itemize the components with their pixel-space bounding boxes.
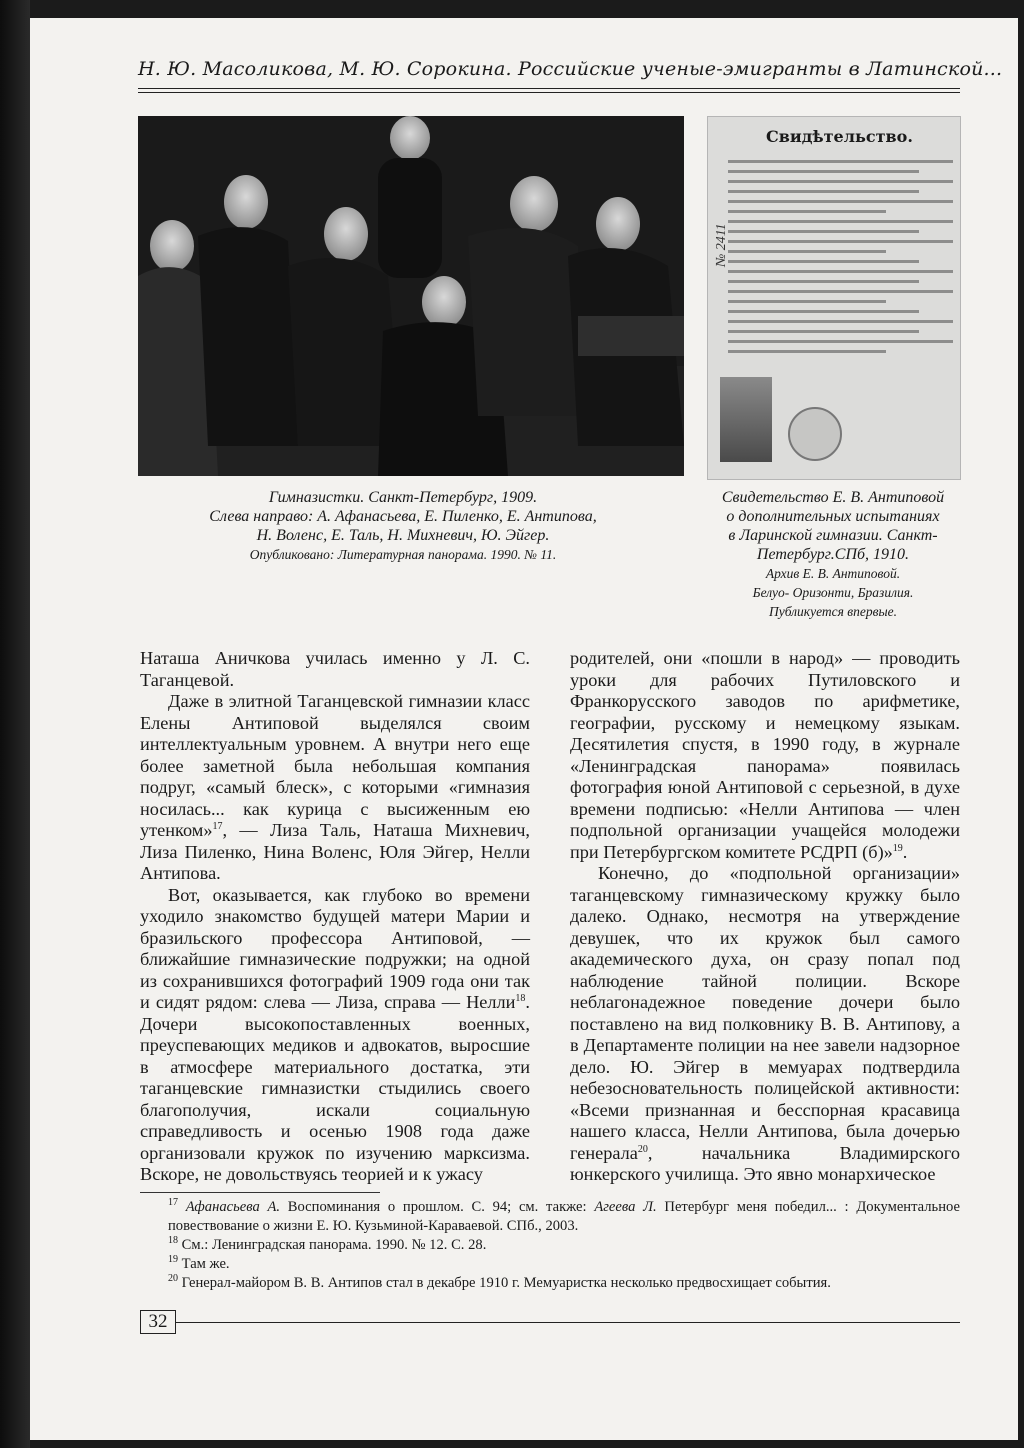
- certificate-caption: [688, 488, 978, 621]
- paragraph: [140, 885, 530, 1186]
- header-rule-secondary: [138, 92, 960, 93]
- footnote-rule: [140, 1192, 380, 1193]
- scan-edge-shadow: [0, 0, 30, 1448]
- footnote-18: $^{18}$ См.: Ленинградская панорама. 1990. № 12. С. 28.: [168, 1235, 487, 1253]
- paragraph: Наташа Аничкова училась именно у Л. С. Таганцевой.: [140, 648, 530, 690]
- footnote-20: $^{20}$ Генерал-майором В. В. Антипов стал в декабре 1910 г. Мемуаристка несколько предвосхищает события.: [168, 1273, 831, 1291]
- page-number: 32: [140, 1310, 176, 1334]
- paragraph-text: . Дочери высокопоставленных военных, преуспевающих медиков и адвокатов, выросшие в атмосфере материального достатка, эти таганцевские гимназистки стыдились своего благополучия, искали социальную справедливость и осенью 1908 года даже организовали кружок по изучению марксизма. Вскоре, не довольствуясь теорией и к ужасу: [140, 992, 530, 1184]
- group-photo: [138, 116, 684, 476]
- photo-caption: [168, 488, 638, 564]
- paragraph-text: Конечно, до «подпольной организации» таганцевскому гимназическому кружку было далеко. Однако, несмотря на утверждение девушек, что их кружок был самого академического духа, он сразу попал под наблюдение тайной полиции. Вскоре неблагонадежное поведение дочери было поставлено на вид полковнику В. В. Антипову, а в Департаменте полиции на нее завели надзорное дело. Ю. Эйгер в мемуарах подтвердила небезосновательность полицейской активности: «Всеми признанная и бесспорная красавица нашего класса, Нелли Антипова, была дочерью генерала: [570, 863, 960, 1163]
- footnote-ref[interactable]: 18: [515, 992, 526, 1004]
- body-column-right: [570, 648, 960, 1186]
- certificate-portrait: [720, 377, 772, 462]
- certificate-image: [707, 116, 961, 480]
- footnotes: [140, 1198, 960, 1293]
- header-rule: [138, 88, 960, 89]
- footnote-ref[interactable]: 20: [637, 1143, 648, 1155]
- certificate-text-lines: [728, 153, 953, 360]
- photo-caption-names: Слева направо: А. Афанасьева, Е. Пиленко, Е. Антипова,: [209, 508, 597, 525]
- paragraph-text: Даже в элитной Таганцевской гимназии класс Елены Антиповой выделялся своим интеллектуальным уровнем. А внутри него еще более заметной была небольшая компания подруг, «самый блеск», с которыми «гимназия носилась... как курица с высиженным ею утенком»: [140, 691, 530, 840]
- paragraph-text: .: [902, 841, 908, 862]
- footnote-19: $^{19}$ Там же.: [168, 1254, 230, 1272]
- paragraph-text: , — Лиза Таль, Наташа Михневич, Лиза Пиленко, Нина Воленс, Юля Эйгер, Нелли Антипова.: [140, 820, 530, 883]
- photo-caption-title: Гимназистки. Санкт-Петербург, 1909.: [268, 489, 538, 506]
- paragraph: [140, 691, 530, 885]
- certificate-caption-line: Свидетельство Е. В. Антиповой: [721, 489, 945, 506]
- certificate-caption-note: Публикуется впервые.: [768, 604, 898, 619]
- certificate-caption-line: в Ларинской гимназии. Санкт-: [728, 527, 938, 544]
- footnote-ref[interactable]: 19: [892, 842, 903, 854]
- paragraph-text: , начальника Владимирского юнкерского училища. Это явно монархическое: [570, 1142, 960, 1184]
- group-photo-illustration: [138, 116, 684, 476]
- paragraph: [570, 648, 960, 863]
- paragraph: [570, 863, 960, 1186]
- certificate-caption-location: Белуо- Оризонти, Бразилия.: [752, 585, 914, 600]
- footnote-ref[interactable]: 17: [212, 820, 223, 832]
- paragraph-text: Вот, оказывается, как глубоко во времени уходило знакомство будущей матери Марии и бразильского профессора Антиповой, — ближайшие гимназические подружки; на одной из сохранившихся фотографий 1909 года они так и сидят рядом: слева — Лиза, справа — Нелли: [140, 884, 530, 1012]
- certificate-caption-line: Петербург.СПб, 1910.: [756, 546, 910, 563]
- footnote-17: $^{17}$ Афанасьева А. Воспоминания о прошлом. С. 94; см. также: Агеева Л. Петербург меня победил... : Документальное повествование о жизни Е. Ю. Кузьминой-Караваевой. СПб., 2003.: [168, 1197, 960, 1234]
- photo-caption-source: Опубликовано: Литературная панорама. 1990. № 11.: [249, 547, 557, 562]
- body-column-left: [140, 648, 530, 1186]
- certificate-seal: [788, 407, 842, 461]
- certificate-title: Свидѣтельство.: [766, 127, 913, 146]
- footer-rule: [176, 1322, 960, 1323]
- photo-caption-names-cont: Н. Воленс, Е. Таль, Н. Михневич, Ю. Эйгер.: [256, 527, 550, 544]
- certificate-number: № 2411: [714, 223, 729, 267]
- running-header: Н. Ю. Масоликова, М. Ю. Сорокина. Российские ученые-эмигранты в Латинской...: [138, 58, 1003, 80]
- paragraph-text: родителей, они «пошли в народ» — проводить уроки для рабочих Путиловского и Франкорусского заводов по арифметике, географии, русскому и немецкому языкам. Десятилетия спустя, в 1990 году, в журнале «Ленинградская панорама» появилась фотография юной Антиповой с серьезной, в духе времени подписью: «Нелли Антипова — член подпольной организации учащейся молодежи при Петербургском комитете РСДРП (б)»: [570, 648, 960, 862]
- certificate-caption-archive: Архив Е. В. Антиповой.: [765, 566, 901, 581]
- certificate-caption-line: о дополнительных испытаниях: [726, 508, 940, 525]
